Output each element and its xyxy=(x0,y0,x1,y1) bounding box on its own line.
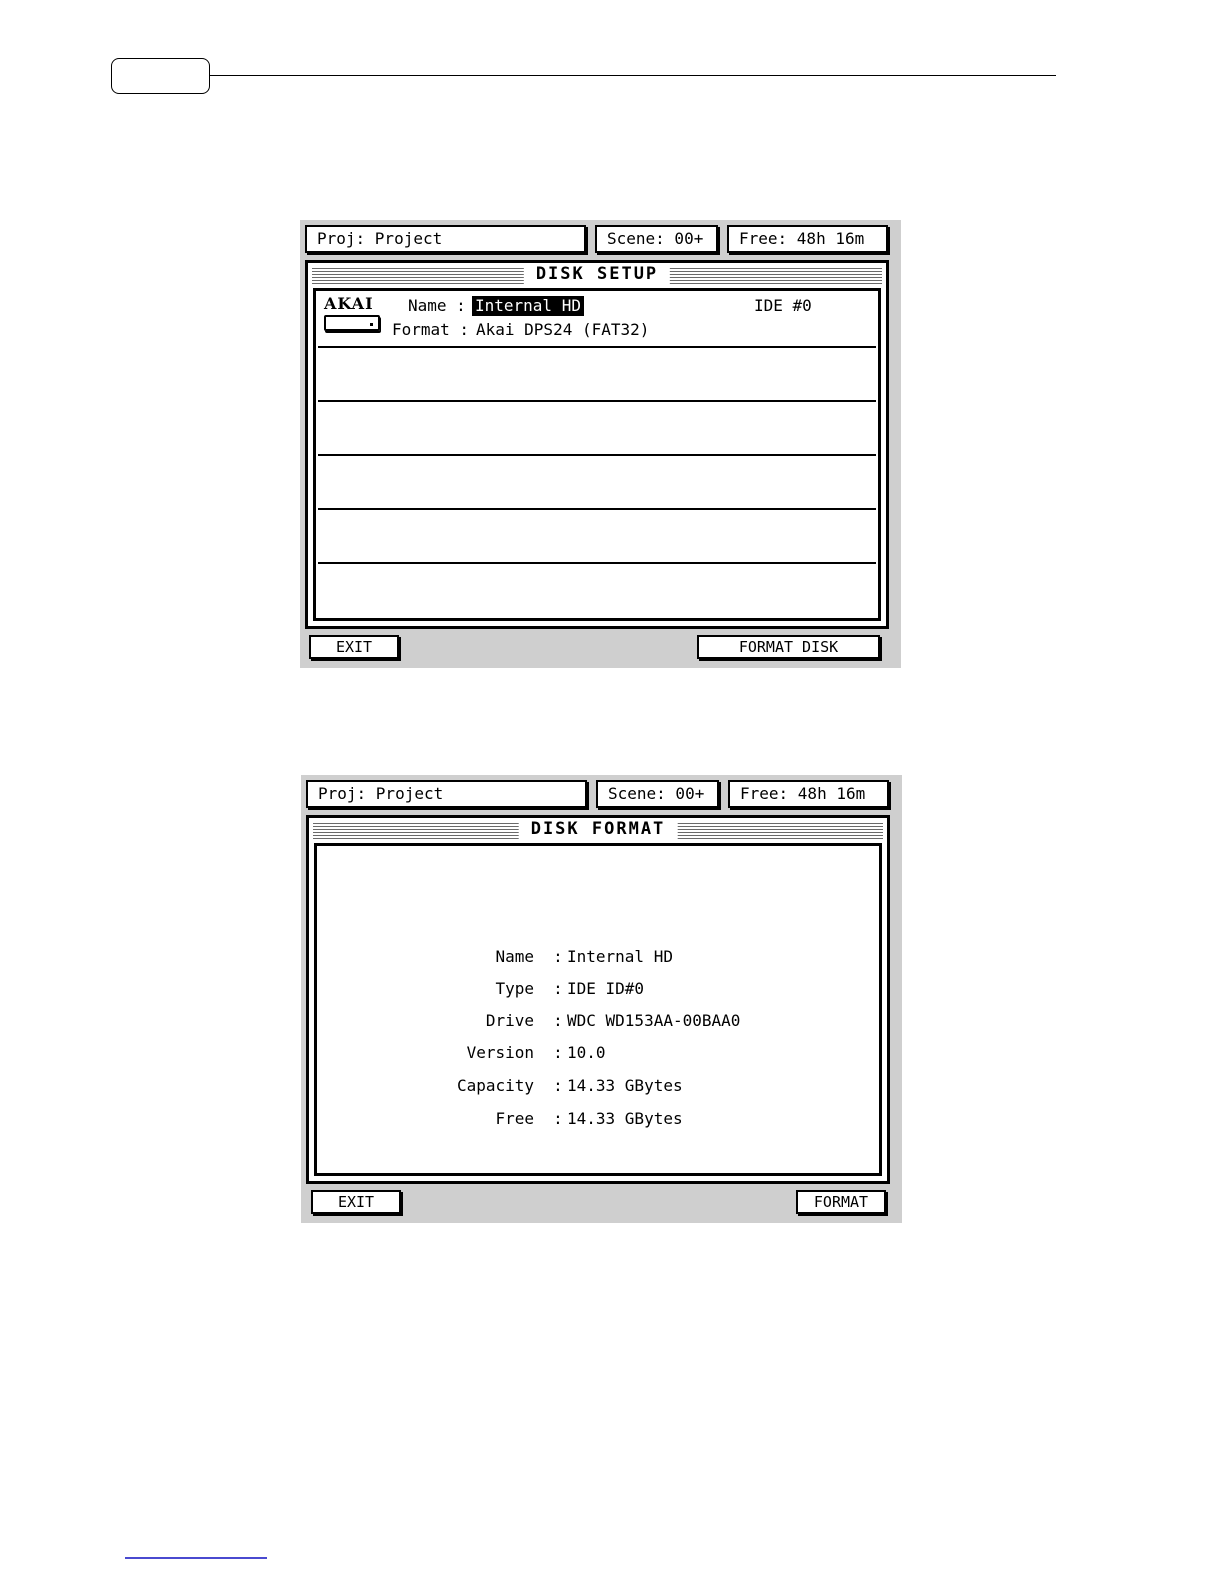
info-value: WDC WD153AA-00BAA0 xyxy=(567,1011,741,1030)
free-time-display: Free: 48h 16m xyxy=(727,225,888,253)
akai-logo: AKAI xyxy=(324,294,374,313)
page-title: DISK SETUP xyxy=(524,263,670,285)
info-colon: : xyxy=(553,947,563,966)
info-value: 10.0 xyxy=(567,1043,606,1062)
exit-button[interactable]: EXIT xyxy=(311,1190,401,1214)
project-display: Proj: Project xyxy=(305,225,586,253)
info-colon: : xyxy=(553,1043,563,1062)
footer-link-underline xyxy=(125,1557,267,1559)
info-row-version xyxy=(317,1042,879,1064)
hard-drive-icon xyxy=(324,315,380,331)
info-colon: : xyxy=(553,1076,563,1095)
exit-button[interactable]: EXIT xyxy=(309,635,399,659)
title-bar xyxy=(313,821,883,839)
info-colon: : xyxy=(553,1109,563,1128)
disk-format-panel xyxy=(306,815,890,1184)
format-label: Format : xyxy=(392,320,470,339)
disk-setup-screen xyxy=(300,220,901,668)
format-disk-button[interactable]: FORMAT DISK xyxy=(697,635,880,659)
info-row-drive xyxy=(317,1010,879,1032)
disk-format-screen xyxy=(301,775,902,1223)
free-time-display: Free: 48h 16m xyxy=(728,780,889,808)
disk-list xyxy=(313,288,881,621)
list-divider xyxy=(318,508,876,510)
info-row-name xyxy=(317,946,879,968)
name-label: Name : xyxy=(408,296,466,315)
info-value: 14.33 GBytes xyxy=(567,1109,683,1128)
list-divider xyxy=(318,346,876,348)
info-colon: : xyxy=(553,979,563,998)
info-row-type xyxy=(317,978,879,1000)
info-value: IDE ID#0 xyxy=(567,979,645,998)
scene-display: Scene: 00+ xyxy=(595,225,718,253)
page-header-rule xyxy=(209,75,1056,76)
title-bar xyxy=(312,266,882,284)
project-display: Proj: Project xyxy=(306,780,587,808)
page-tab xyxy=(111,58,210,94)
info-row-capacity xyxy=(317,1075,879,1097)
scene-display: Scene: 00+ xyxy=(596,780,719,808)
page-title: DISK FORMAT xyxy=(519,818,678,840)
info-label: Free xyxy=(495,1109,534,1128)
info-label: Version xyxy=(466,1043,534,1062)
info-label: Name xyxy=(495,947,534,966)
disk-name-field[interactable]: Internal HD xyxy=(472,296,584,316)
list-divider xyxy=(318,454,876,456)
info-row-free xyxy=(317,1108,879,1130)
format-button[interactable]: FORMAT xyxy=(796,1190,886,1214)
info-label: Type xyxy=(495,979,534,998)
info-value: 14.33 GBytes xyxy=(567,1076,683,1095)
disk-id: IDE #0 xyxy=(754,296,812,315)
disk-info-area xyxy=(314,843,882,1176)
info-label: Drive xyxy=(485,1011,534,1030)
info-colon: : xyxy=(553,1011,563,1030)
list-divider xyxy=(318,400,876,402)
disk-setup-panel xyxy=(305,260,889,629)
disk-format-value: Akai DPS24 (FAT32) xyxy=(476,320,650,339)
list-divider xyxy=(318,562,876,564)
info-value: Internal HD xyxy=(567,947,673,966)
info-label: Capacity xyxy=(456,1076,534,1095)
